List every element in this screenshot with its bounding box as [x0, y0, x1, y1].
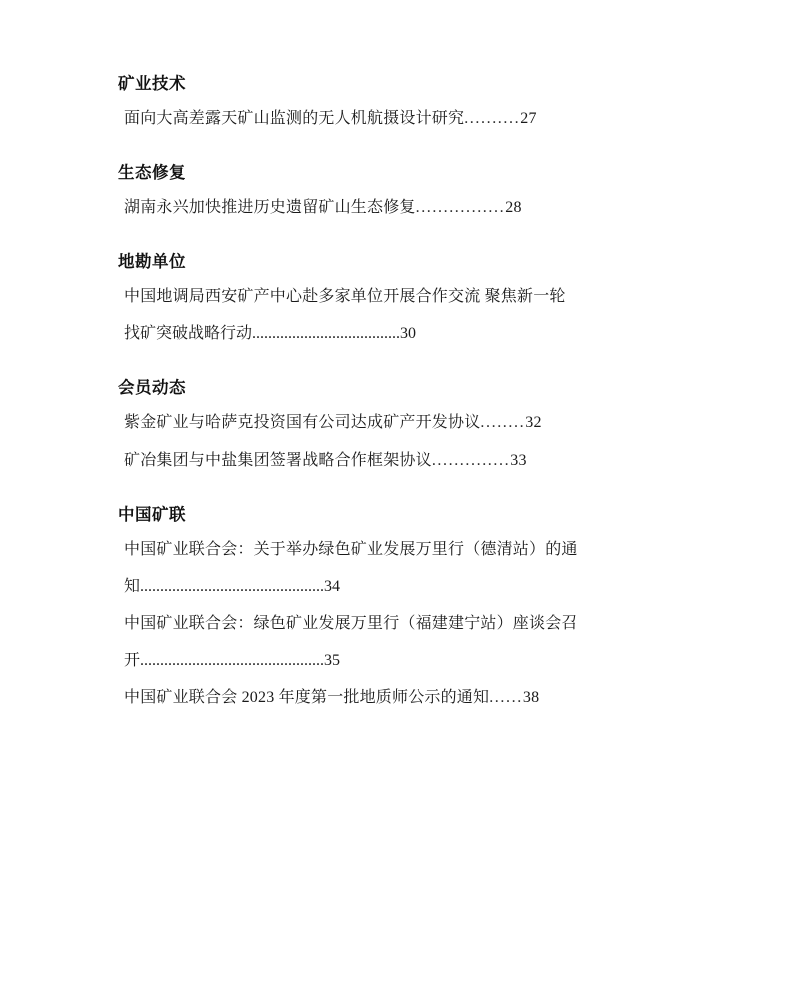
toc-entry-text: 湖南永兴加快推进历史遗留矿山生态修复: [124, 199, 416, 217]
toc-section-title: 会员动态: [118, 379, 186, 398]
toc-section: [118, 70, 676, 137]
toc-entry-line[interactable]: [118, 404, 676, 441]
toc-leader-dots: ......: [489, 689, 523, 707]
toc-entry-line[interactable]: [118, 278, 676, 315]
toc-entry[interactable]: [118, 100, 676, 137]
toc-entry-line[interactable]: [118, 642, 676, 679]
toc-section: [118, 141, 676, 226]
toc-entry-text: 矿冶集团与中盐集团签署战略合作框架协议: [124, 451, 432, 469]
toc-entry-line[interactable]: [118, 189, 676, 226]
toc-entry-line[interactable]: [118, 100, 676, 137]
toc-entry-text: 知: [124, 577, 141, 595]
toc-leader-dots: ................: [415, 199, 506, 217]
toc-entry-line[interactable]: [118, 605, 676, 642]
toc-entry[interactable]: [118, 531, 676, 605]
toc-entry[interactable]: [118, 679, 676, 716]
toc-entry-line[interactable]: [118, 531, 676, 568]
toc-entry-text: 面向大高差露天矿山监测的无人机航摄设计研究: [124, 110, 465, 127]
toc-leader-dots: ..........: [464, 110, 521, 127]
toc-section-title: 地勘单位: [118, 253, 186, 272]
toc-leader-dots: ..............................................: [140, 577, 325, 595]
toc-leader-dots: ..............................................: [140, 651, 325, 669]
toc-entry[interactable]: [118, 605, 676, 679]
toc-page-number: 27: [520, 110, 537, 127]
toc-page-number: 32: [525, 414, 542, 432]
toc-entry-line[interactable]: [118, 315, 676, 352]
toc-leader-dots: ........: [480, 414, 526, 432]
toc-entry-text: 中国矿业联合会：关于举办绿色矿业发展万里行（德清站）的通: [124, 540, 578, 558]
toc-section: [118, 483, 676, 717]
toc-entry-text: 紫金矿业与哈萨克投资国有公司达成矿产开发协议: [124, 414, 481, 432]
toc-section: [118, 356, 676, 478]
toc-page-number: 28: [505, 199, 522, 217]
toc-entry-text: 开: [124, 651, 141, 669]
toc-section-title: 中国矿联: [118, 505, 186, 524]
toc-page-number: 38: [522, 689, 540, 707]
toc-page-number: 34: [324, 577, 341, 595]
toc-entry[interactable]: [118, 404, 676, 441]
toc-page-number: 35: [324, 651, 341, 669]
toc-entry[interactable]: [118, 189, 676, 226]
toc-entry-text: 中国地调局西安矿产中心赴多家单位开展合作交流 聚焦新一轮: [124, 288, 566, 306]
toc-page-number: 30: [400, 325, 417, 343]
table-of-contents: [118, 70, 676, 716]
toc-entry[interactable]: [118, 442, 676, 479]
toc-entry-line[interactable]: [118, 568, 676, 605]
toc-section-title: 矿业技术: [118, 75, 186, 93]
toc-entry-line[interactable]: [118, 679, 676, 716]
toc-page-number: 33: [510, 451, 527, 469]
toc-entry-text: 中国矿业联合会：绿色矿业发展万里行（福建建宁站）座谈会召: [124, 614, 578, 632]
toc-section-title: 生态修复: [118, 164, 186, 183]
toc-entry-text: 中国矿业联合会 2023 年度第一批地质师公示的通知: [124, 689, 490, 707]
toc-leader-dots: ..............: [431, 451, 511, 469]
toc-entry-text: 找矿突破战略行动: [124, 325, 253, 343]
toc-leader-dots: .....................................: [252, 325, 401, 343]
toc-entry-line[interactable]: [118, 442, 676, 479]
toc-entry[interactable]: [118, 278, 676, 352]
toc-section: [118, 230, 676, 352]
